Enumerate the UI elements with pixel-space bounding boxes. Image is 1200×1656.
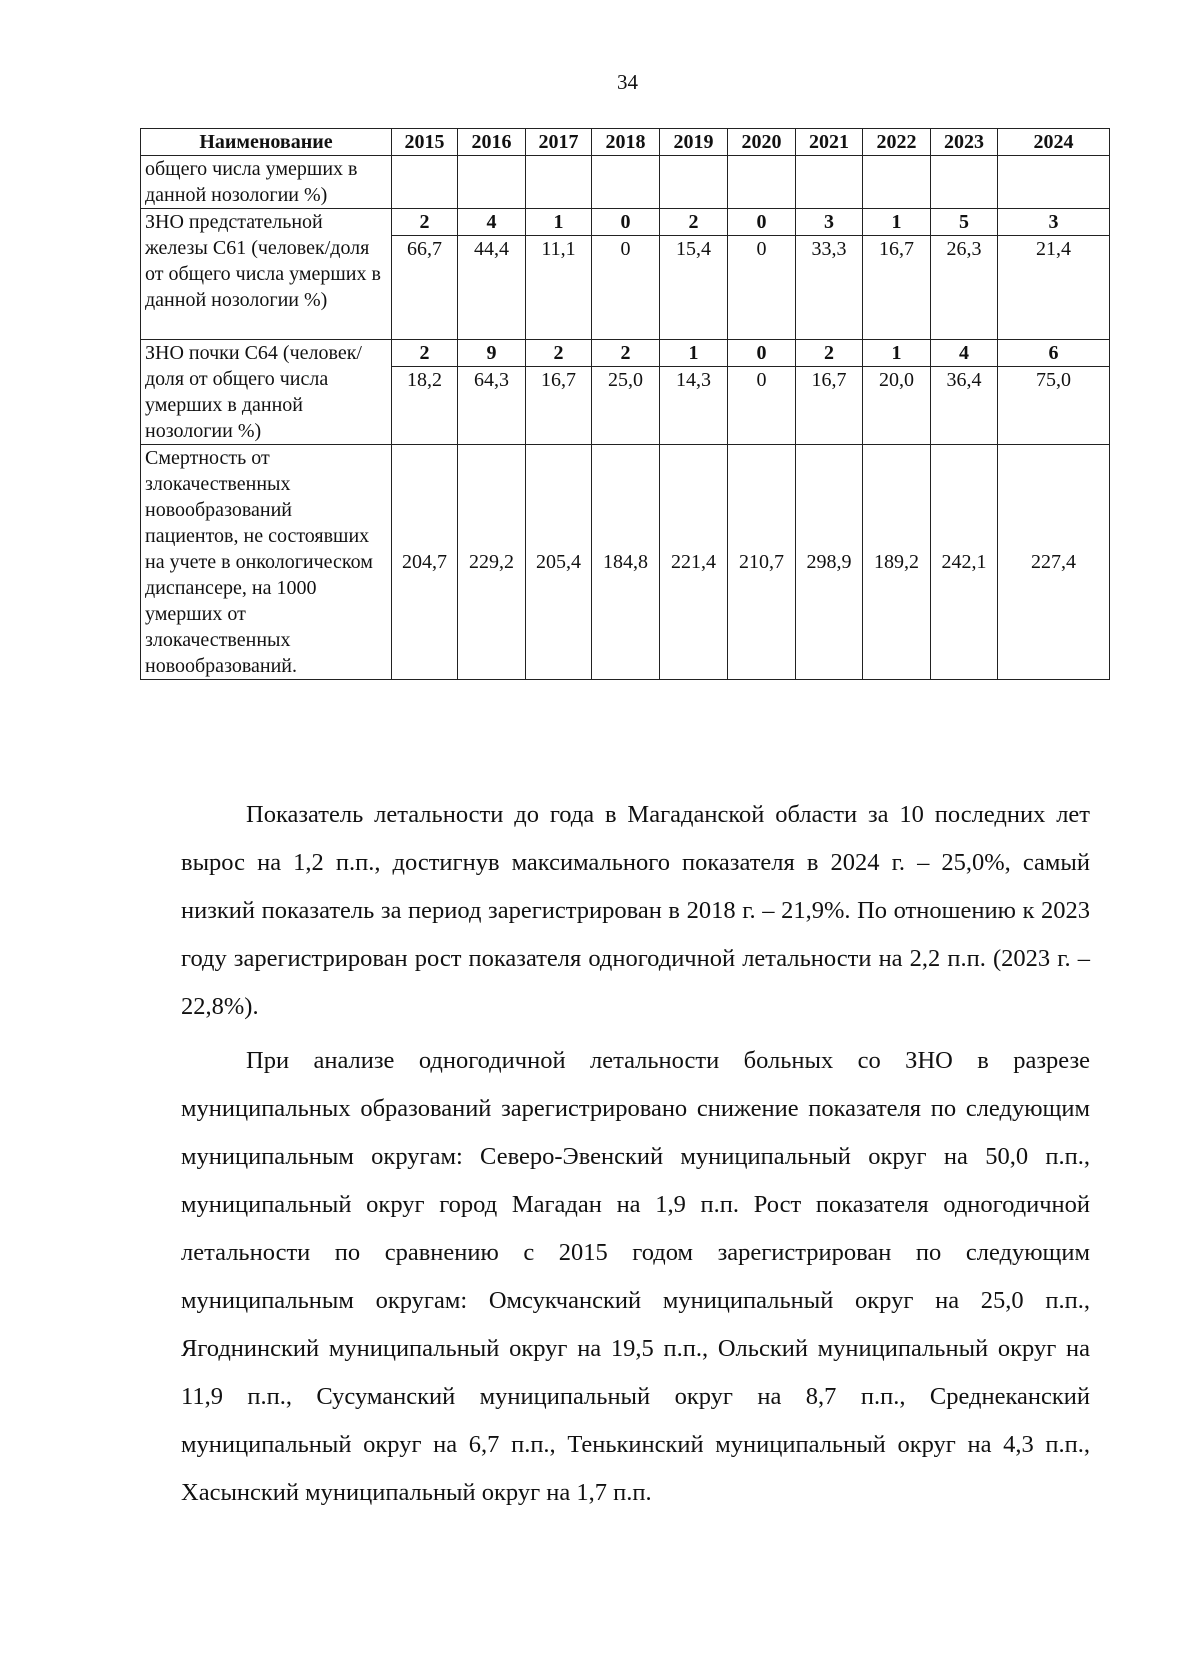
count-cell: 0 (728, 209, 796, 236)
count-cell: 1 (660, 340, 728, 367)
column-header-year: 2023 (931, 129, 998, 156)
row-label: Смертность от злокачественных новообразований пациентов, не состоявших на учете в онкологическом диспансере, на 1000 умерших от злокачественных новообразований. (141, 445, 392, 680)
share-cell: 33,3 (796, 236, 863, 340)
count-cell: 0 (592, 209, 660, 236)
column-header-year: 2020 (728, 129, 796, 156)
column-header-year: 2016 (458, 129, 526, 156)
count-cell: 2 (660, 209, 728, 236)
value-cell: 229,2 (458, 445, 526, 680)
share-cell: 16,7 (526, 367, 592, 445)
row-label: ЗНО почки С64 (человек/доля от общего числа умерших в данной нозологии %) (141, 340, 392, 445)
value-cell: 204,7 (392, 445, 458, 680)
column-header-year: 2024 (998, 129, 1110, 156)
count-cell: 1 (863, 209, 931, 236)
value-cell: 298,9 (796, 445, 863, 680)
row-label: ЗНО предстательной железы С61 (человек/доля от общего числа умерших в данной нозологии %) (141, 209, 392, 340)
paragraph-lethality-dynamics: Показатель летальности до года в Магаданской области за 10 последних лет вырос на 1,2 п.п., достигнув максимального показателя в 2024 г. – 25,0%, самый низкий показатель за период зарегистрирован в 2018 г. – 21,9%. По отношению к 2023 году зарегистрирован рост показателя одногодичной летальности на 2,2 п.п. (2023 г. – 22,8%). (181, 801, 1090, 1020)
count-cell: 2 (796, 340, 863, 367)
share-cell: 64,3 (458, 367, 526, 445)
share-cell: 44,4 (458, 236, 526, 340)
share-cell: 36,4 (931, 367, 998, 445)
share-cell: 15,4 (660, 236, 728, 340)
table-row-unregistered-mortality (141, 445, 1110, 680)
share-cell: 25,0 (592, 367, 660, 445)
count-cell: 2 (392, 340, 458, 367)
count-cell: 6 (998, 340, 1110, 367)
row-label: общего числа умерших в данной нозологии %) (141, 156, 392, 209)
column-header-name: Наименование (141, 129, 392, 156)
page-number: 34 (617, 70, 638, 94)
count-cell: 5 (931, 209, 998, 236)
count-cell: 4 (931, 340, 998, 367)
column-header-year: 2018 (592, 129, 660, 156)
share-cell: 20,0 (863, 367, 931, 445)
share-cell: 66,7 (392, 236, 458, 340)
column-header-year: 2017 (526, 129, 592, 156)
share-cell: 0 (592, 236, 660, 340)
count-cell: 2 (392, 209, 458, 236)
share-cell: 21,4 (998, 236, 1110, 340)
table-row-prostate-counts (141, 209, 1110, 236)
column-header-year: 2015 (392, 129, 458, 156)
table-row-kidney-counts (141, 340, 1110, 367)
column-header-year: 2019 (660, 129, 728, 156)
share-cell: 18,2 (392, 367, 458, 445)
count-cell: 2 (526, 340, 592, 367)
value-cell: 210,7 (728, 445, 796, 680)
count-cell: 3 (796, 209, 863, 236)
share-cell: 0 (728, 367, 796, 445)
count-cell: 3 (998, 209, 1110, 236)
column-header-year: 2021 (796, 129, 863, 156)
body-text-section-1 (181, 791, 1090, 1037)
column-header-year: 2022 (863, 129, 931, 156)
share-cell: 14,3 (660, 367, 728, 445)
share-cell: 0 (728, 236, 796, 340)
value-cell: 184,8 (592, 445, 660, 680)
share-cell: 75,0 (998, 367, 1110, 445)
share-cell: 16,7 (796, 367, 863, 445)
table-header-row (141, 129, 1110, 156)
count-cell: 9 (458, 340, 526, 367)
share-cell: 26,3 (931, 236, 998, 340)
share-cell: 16,7 (863, 236, 931, 340)
value-cell: 227,4 (998, 445, 1110, 680)
count-cell: 4 (458, 209, 526, 236)
count-cell: 2 (592, 340, 660, 367)
value-cell: 205,4 (526, 445, 592, 680)
count-cell: 1 (863, 340, 931, 367)
value-cell: 189,2 (863, 445, 931, 680)
body-text-section-2 (181, 1037, 1090, 1523)
paragraph-municipal-analysis: При анализе одногодичной летальности больных со ЗНО в разрезе муниципальных образований зарегистрировано снижение показателя по следующим муниципальным округам: Северо-Эвенский муниципальный округ на 50,0 п.п., муниципальный округ город Магадан на 1,9 п.п. Рост показателя одногодичной летальности по сравнению с 2015 годом зарегистрирован по следующим муниципальным округам: Омсукчанский муниципальный округ на 25,0 п.п., Ягоднинский муниципальный округ на 19,5 п.п., Ольский муниципальный округ на 11,9 п.п., Сусуманский муниципальный округ на 8,7 п.п., Среднеканский муниципальный округ на 6,7 п.п., Тенькинский муниципальный округ на 4,3 п.п., Хасынский муниципальный округ на 1,7 п.п. (181, 1047, 1090, 1506)
table-row-continuation (141, 156, 1110, 209)
share-cell: 11,1 (526, 236, 592, 340)
value-cell: 242,1 (931, 445, 998, 680)
count-cell: 1 (526, 209, 592, 236)
count-cell: 0 (728, 340, 796, 367)
value-cell: 221,4 (660, 445, 728, 680)
mortality-table (140, 128, 1110, 680)
